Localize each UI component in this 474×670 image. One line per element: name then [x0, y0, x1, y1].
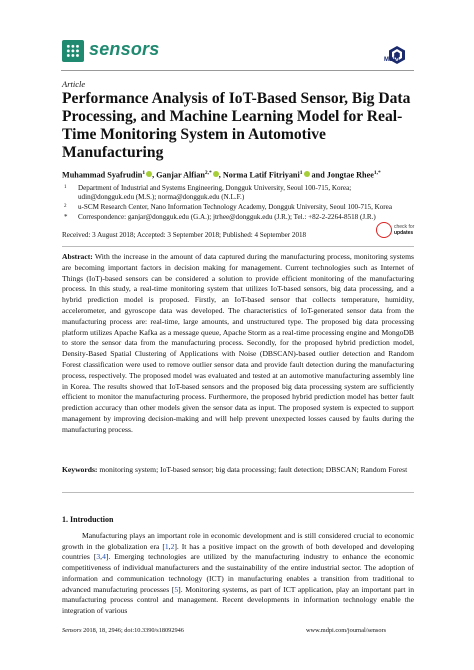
- author-name: Jongtae Rhee: [326, 170, 374, 180]
- footer-citation: [62, 627, 184, 634]
- keywords-divider: [62, 492, 414, 493]
- intro-text: ]. Monitoring systems, as part of ICT application, play an important part in manufacturing process control and management. Recent developments in information technology enable the integration of various: [62, 584, 414, 615]
- citation-link[interactable]: 2: [170, 541, 175, 551]
- keywords-text: monitoring system; IoT-based sensor; big data processing; fault detection; DBSCAN; Random Forest: [99, 465, 408, 474]
- affiliation-line: udin@dongguk.edu (M.S.); norma@dongguk.edu (N.L.F.): [78, 193, 245, 202]
- author-affiliation-mark: 1: [142, 170, 146, 176]
- header-divider: [61, 70, 414, 71]
- check-for-updates-link[interactable]: [394, 224, 414, 236]
- author-affiliation-mark: 1,*: [373, 170, 381, 176]
- section-heading: 1. Introduction: [62, 515, 114, 524]
- intro-text: ,: [100, 552, 103, 562]
- footer-journal: Sensors: [62, 627, 82, 634]
- abstract-text: With the increase in the amount of data captured during the manufacturing process, monitoring systems are becoming important factors in decision making for management. Current technologies such as Internet of Things (IoT)-based sensors can be considered a solution to provide efficient monitoring of the manufacturing process. In this study, a real-time monitoring system that utilizes IoT-based sensors, big data processing, and a hybrid prediction model is proposed. Firstly, an IoT-based sensor that collects temperature, humidity, accelerometer, and gyroscope data was developed. The characteristics of IoT-generated sensor data from the manufacturing process are: real-time, large amounts, and unstructured type. The proposed big data processing platform utilizes Apache Kafka as a message queue, Apache Storm as a real-time processing engine and MongoDB to store the sensor data from the manufacturing process. Secondly, for the proposed hybrid prediction model, Density-Based Spatial Clustering of Applications with Noise (DBSCAN)-based outlier detection and Random Forest classification were used to remove outlier sensor data and provide fault detection during the manufacturing process, respectively. The proposed model was evaluated and tested at an automotive manufacturing assembly line in Korea. The results showed that IoT-based sensors and the proposed big data processing system are sufficiently efficient to monitor the manufacturing process. Furthermore, the proposed hybrid prediction model has better fault prediction accuracy than other models given the sensor data as input. The proposed system is expected to support management by improving decision-making and will help prevent unexpected losses caused by faults during the manufacturing process.: [62, 252, 414, 434]
- abstract-divider: [62, 246, 414, 247]
- footer-url[interactable]: www.mdpi.com/journal/sensors: [306, 627, 387, 634]
- abstract: [62, 252, 414, 436]
- article-type: Article: [62, 79, 86, 89]
- intro-text: ]. It has a positive impact on the growth of both developed and developing countries [: [62, 541, 414, 562]
- intro-text: Manufacturing plays an important role in economic development and is still considered crucial to economic growth in the globalization era [: [62, 531, 414, 551]
- keywords: [62, 465, 414, 476]
- intro-text: ]. Emerging technologies are utilized by the manufacturing industry to enhance the economic competitiveness of individual manufacturers and the sustainability of the entire industrial sector. The adoption of information and communication technology (ICT) in manufacturing enables a transition from traditional to advanced manufacturing processes [: [62, 552, 414, 594]
- intro-paragraph: [62, 531, 414, 617]
- affiliation-mark: 2: [64, 204, 67, 209]
- publisher-name: MDPI: [384, 57, 399, 63]
- affiliation-line: Department of Industrial and Systems Engineering, Dongguk University, Seoul 100-715, Korea;: [78, 184, 352, 192]
- footer-citation-text: 2018, 18, 2946; doi:10.3390/s18092946: [81, 627, 184, 634]
- orcid-icon[interactable]: [213, 171, 219, 177]
- author-name: Ganjar Alfian: [156, 170, 205, 180]
- publication-dates: Received: 3 August 2018; Accepted: 3 September 2018; Published: 4 September 2018: [62, 231, 307, 239]
- affiliation-line: u-SCM Research Center, Nano Information Technology Academy, Dongguk University, Seoul 100-715, Korea: [78, 203, 392, 211]
- paper-title: Performance Analysis of IoT-Based Sensor, Big Data Processing, and Machine Learning Model for Real-Time Monitoring System in Automotive Manufacturing: [62, 90, 411, 161]
- author-name: Norma Latif Fitriyani: [222, 170, 300, 180]
- check-for-updates-icon[interactable]: [376, 222, 392, 238]
- journal-name: sensors: [89, 39, 160, 59]
- affiliation-mark: 1: [64, 185, 67, 190]
- citation-link[interactable]: 4: [102, 552, 106, 562]
- author-affiliation-mark: 1: [299, 170, 303, 176]
- intro-text: ,: [168, 541, 171, 551]
- check-updates-text: check for: [394, 224, 415, 230]
- orcid-icon[interactable]: [146, 171, 152, 177]
- orcid-icon[interactable]: [304, 171, 310, 177]
- author-name: Muhammad Syafrudin: [62, 170, 143, 180]
- citation-link[interactable]: 1: [164, 541, 169, 551]
- journal-logo-icon: [62, 40, 84, 62]
- author-list: Muhammad Syafrudin$^1$ , Ganjar Alfian$^{2,*}$ , Norma Latif Fitriyani$^1$ and Jongtae Rhee$^{1,*}$: [62, 170, 381, 180]
- citation-link[interactable]: 3: [96, 552, 101, 562]
- citation-link[interactable]: 5: [174, 584, 179, 594]
- abstract-label: Abstract:: [62, 252, 93, 261]
- affiliation-mark: *: [64, 212, 68, 221]
- mdpi-logo-icon: [381, 45, 413, 67]
- check-updates-text: updates: [394, 230, 414, 236]
- author-affiliation-mark: 2,*: [204, 170, 212, 176]
- correspondence-line: Correspondence: ganjar@dongguk.edu (G.A.); jtrhee@dongguk.edu (J.R.); Tel.: +82-2-2264-8518 (J.R.): [78, 212, 376, 221]
- keywords-label: Keywords:: [62, 465, 98, 474]
